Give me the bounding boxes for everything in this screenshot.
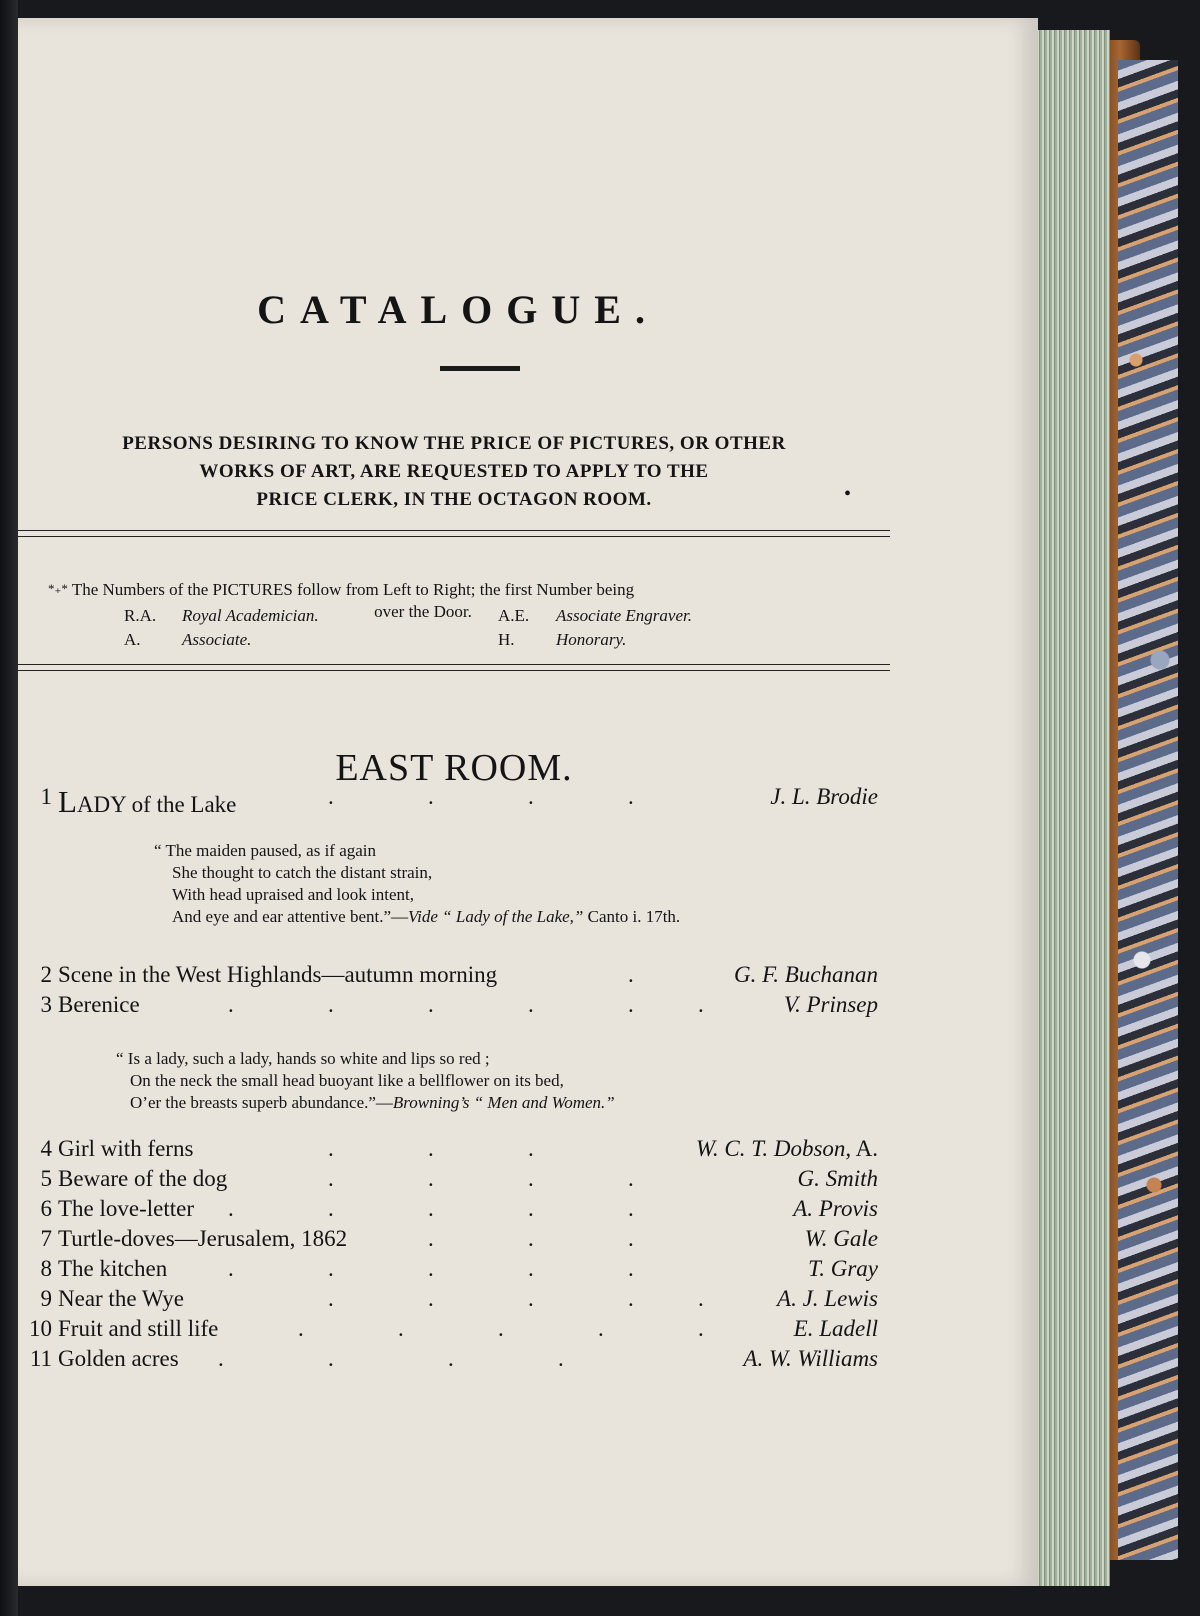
catalogue-entry: 6 The love-letter . . . . . A. Provis — [40, 1196, 878, 1221]
entry-title: Turtle-doves—Jerusalem, 1862 — [58, 1226, 348, 1251]
entry-quotation — [154, 840, 680, 928]
entry-title: Near the Wye — [58, 1286, 184, 1311]
quote-line: She thought to catch the distant strain, — [172, 863, 433, 882]
entry-number: 2 — [40, 962, 52, 987]
catalogue-entry: 3 Berenice . . . . . . V. Prinsep — [40, 992, 878, 1017]
entry-number: 7 — [40, 1226, 52, 1251]
entry-title: Fruit and still life — [58, 1316, 219, 1341]
room-heading: EAST ROOM. — [335, 747, 573, 789]
abbreviation-h: H. Honorary. — [498, 630, 627, 649]
quote-line: And eye and ear attentive bent.”—Vide “ Lady of the Lake,” Canto i. 17th. — [172, 907, 681, 926]
pictures-note-text: The Numbers of the PICTURES follow from Left to Right; the first Number being — [71, 580, 635, 599]
entry-title: Golden acres — [58, 1346, 179, 1371]
entry-number: 1 — [40, 784, 52, 809]
catalogue-entry: 1 LADY of the Lake . . . . J. L. Brodie — [40, 784, 878, 819]
asterism: *₊* — [48, 581, 68, 596]
quote-line: “ The maiden paused, as if again — [154, 841, 377, 860]
notice-line: WORKS OF ART, ARE REQUESTED TO APPLY TO THE — [199, 461, 709, 482]
catalogue-entry: 7 Turtle-doves—Jerusalem, 1862 . . . W. Gale — [40, 1226, 878, 1251]
entry-artist: J. L. Brodie — [770, 784, 878, 809]
entry-title: Girl with ferns — [58, 1136, 194, 1161]
entry-artist: G. Smith — [797, 1166, 878, 1191]
catalogue-entry: 2 Scene in the West Highlands—autumn morning . G. F. Buchanan — [40, 962, 878, 987]
quote-line: “ Is a lady, such a lady, hands so white and lips so red ; — [116, 1049, 490, 1068]
entry-title: The love-letter — [58, 1196, 195, 1221]
marbled-endpaper — [1118, 60, 1178, 1560]
entry-number: 11 — [29, 1346, 52, 1371]
page-title: CATALOGUE. — [257, 287, 659, 332]
entry-title: Beware of the dog — [58, 1166, 228, 1191]
pictures-note-text-2: over the Door. — [374, 602, 472, 621]
catalogue-entry: 9 Near the Wye . . . . . A. J. Lewis — [40, 1286, 878, 1311]
stray-mark: • — [844, 483, 852, 505]
entry-artist: A. J. Lewis — [777, 1286, 878, 1311]
entry-number: 8 — [40, 1256, 52, 1281]
catalogue-page — [18, 18, 1038, 1586]
abbreviation-ae: A.E. Associate Engraver. — [498, 606, 692, 625]
entry-artist: V. Prinsep — [783, 992, 878, 1017]
quote-line: With head upraised and look intent, — [172, 885, 414, 904]
price-notice — [18, 430, 890, 514]
catalogue-entry: 10 Fruit and still life . . . . . E. Ladell — [29, 1316, 878, 1341]
entry-number: 10 — [29, 1316, 52, 1341]
entry-number: 3 — [40, 992, 52, 1017]
entry-artist: T. Gray — [808, 1256, 878, 1281]
quote-line: On the neck the small head buoyant like a bellflower on its bed, — [130, 1071, 564, 1090]
quote-line: O’er the breasts superb abundance.”—Browning’s “ Men and Women.” — [130, 1093, 615, 1112]
entry-title: The kitchen — [58, 1256, 168, 1281]
entry-number: 9 — [40, 1286, 52, 1311]
entry-artist: A. W. Williams — [743, 1346, 878, 1371]
entry-artist: G. F. Buchanan — [734, 962, 878, 987]
entry-number: 4 — [40, 1136, 52, 1161]
catalogue-entry: 5 Beware of the dog . . . . G. Smith — [40, 1166, 878, 1191]
book-spine — [0, 0, 18, 1616]
entry-title: Scene in the West Highlands—autumn morning — [58, 962, 498, 987]
catalogue-entry: 4 Girl with ferns . . . W. C. T. Dobson, A. — [40, 1136, 878, 1161]
entry-title: Berenice — [58, 992, 140, 1017]
entry-artist: E. Ladell — [793, 1316, 878, 1341]
entry-artist: W. C. T. Dobson, A. — [695, 1136, 878, 1161]
entry-artist: A. Provis — [793, 1196, 878, 1221]
catalogue-entry: 11 Golden acres . . . . A. W. Williams — [29, 1346, 878, 1371]
entry-title: LADY of the Lake — [58, 784, 237, 819]
entry-quotation — [116, 1048, 615, 1114]
abbreviation-a: A. Associate. — [124, 630, 252, 649]
catalogue-entry: 8 The kitchen . . . . . T. Gray — [40, 1256, 878, 1281]
section-divider — [18, 530, 890, 537]
section-divider — [18, 664, 890, 671]
entry-number: 6 — [40, 1196, 52, 1221]
page-edges — [1030, 30, 1110, 1586]
entry-number: 5 — [40, 1166, 52, 1191]
notice-line: PERSONS DESIRING TO KNOW THE PRICE OF PICTURES, OR OTHER — [122, 433, 786, 454]
notice-line: PRICE CLERK, IN THE OCTAGON ROOM. — [256, 489, 652, 510]
entry-artist: W. Gale — [804, 1226, 878, 1251]
title-rule — [440, 366, 520, 371]
abbreviation-ra: R.A. Royal Academician. — [124, 606, 319, 625]
